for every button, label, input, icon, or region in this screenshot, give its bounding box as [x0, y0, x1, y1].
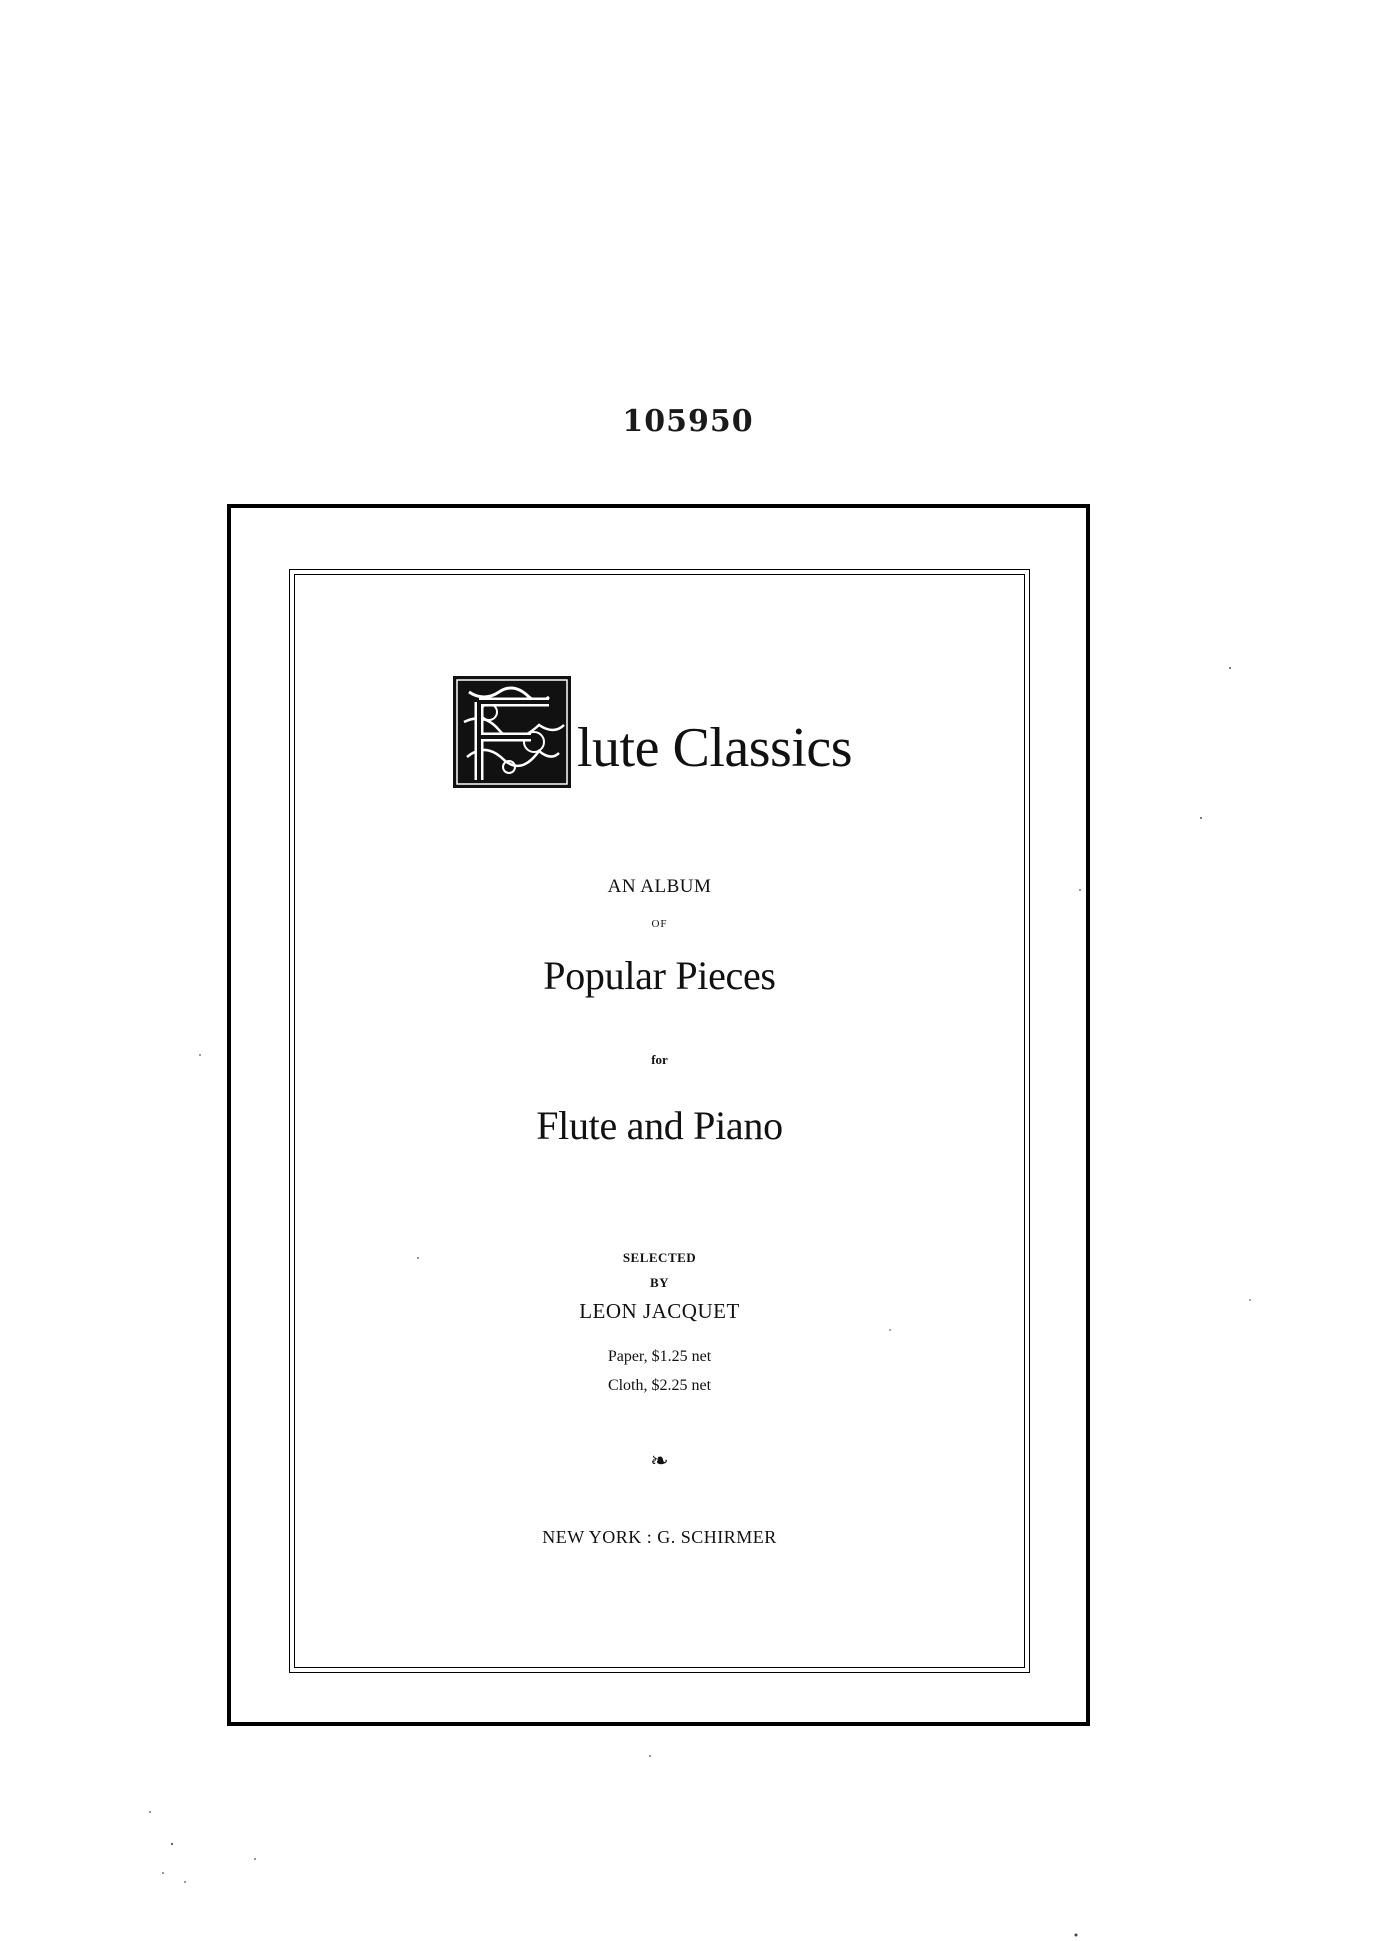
author-name: LEON JACQUET: [579, 1299, 740, 1323]
fleuron-ornament: ❧: [650, 1448, 669, 1473]
subtitle-popular-pieces: Popular Pieces: [543, 953, 776, 998]
title-text: lute Classics: [577, 717, 853, 779]
for-line: for: [651, 1052, 668, 1067]
price-cloth: Cloth, $2.25 net: [607, 1377, 712, 1394]
by-line: BY: [649, 1275, 670, 1290]
of-line: OF: [651, 918, 668, 930]
price-paper: Paper, $1.25 net: [607, 1348, 712, 1365]
album-line: AN ALBUM: [607, 876, 712, 897]
publisher-line: NEW YORK : G. SCHIRMER: [542, 1527, 777, 1547]
ornate-letter-f-icon: [449, 672, 575, 792]
selected-line: SELECTED: [622, 1250, 697, 1265]
instruments-line: Flute and Piano: [536, 1103, 783, 1148]
catalog-number: 105950: [622, 404, 754, 439]
title: [449, 672, 852, 792]
